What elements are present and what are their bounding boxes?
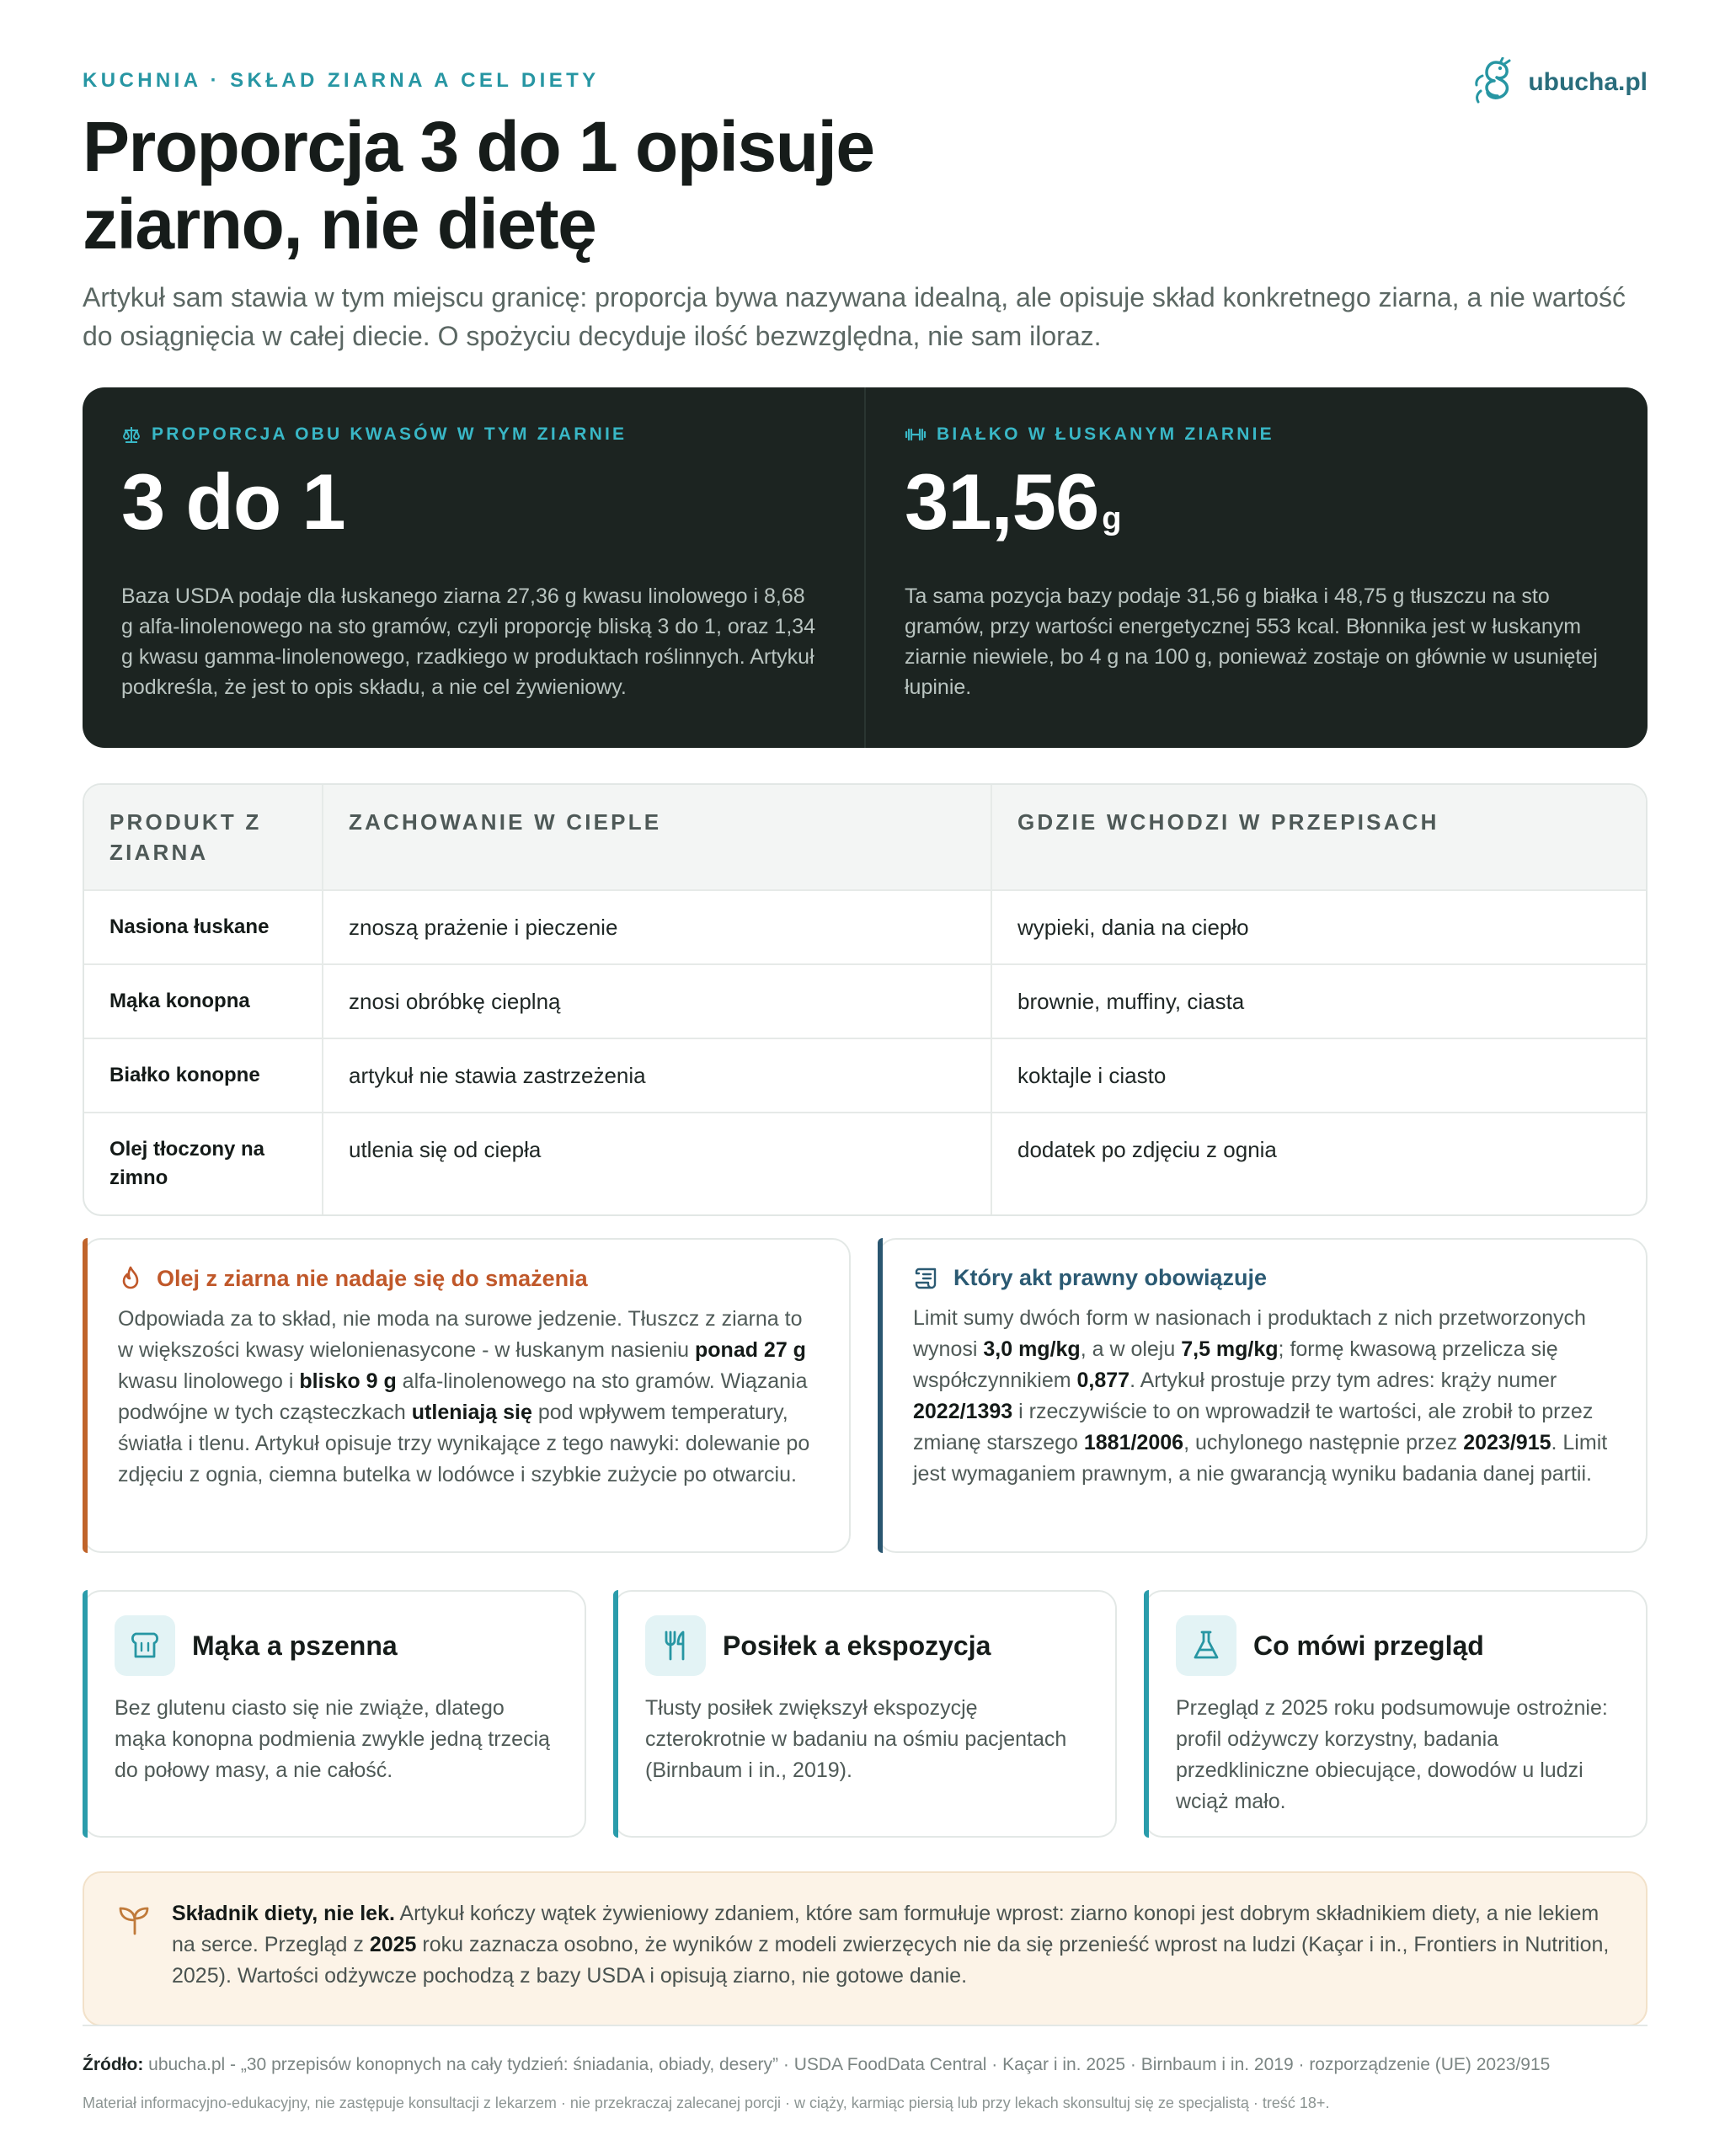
stat-ratio-value: 3 do 1 — [121, 457, 345, 546]
stat-protein — [864, 387, 1648, 748]
source-line: Źródło: ubucha.pl ‑ „30 przepisów konopnych na cały tydzień: śniadania, obiady, desery” · USDA FoodData Central · Kaçar i in. 2025 · Birnbaum i in. 2019 · rozporządzenie (UE) 2023/915 — [83, 2055, 1551, 2074]
flask-icon — [1176, 1615, 1236, 1676]
cell-product: Mąka konopna — [84, 963, 322, 1038]
card-meal — [613, 1590, 1117, 1838]
brand-name: ubucha.pl — [1528, 68, 1648, 96]
stat-protein-label: BIAŁKO W ŁUSKANYM ZIARNIE — [905, 424, 1609, 445]
cell-heat: znoszą prażenie i pieczenie — [322, 889, 991, 963]
cell-recipes: brownie, muffiny, ciasta — [991, 963, 1646, 1038]
card-flour — [83, 1590, 586, 1838]
legal-act-note — [878, 1238, 1648, 1553]
col-header-recipes: GDZIE WCHODZI W PRZEPISACH — [991, 785, 1646, 889]
table-row — [84, 963, 1646, 1038]
cell-product: Białko konopne — [84, 1038, 322, 1112]
card-review — [1144, 1590, 1648, 1838]
card-meal-title: Posiłek a ekspozycja — [723, 1630, 991, 1661]
cell-recipes: koktajle i ciasto — [991, 1038, 1646, 1112]
sprout-icon — [116, 1902, 153, 1935]
col-header-heat: ZACHOWANIE W CIEPLE — [322, 785, 991, 889]
table-row — [84, 1112, 1646, 1214]
stat-ratio-label: PROPORCJA OBU KWASÓW W TYM ZIARNIE — [121, 424, 825, 445]
stat-ratio — [83, 387, 864, 748]
cell-recipes: wypieki, dania na ciepło — [991, 889, 1646, 963]
fork-knife-icon — [645, 1615, 706, 1676]
footer-divider — [83, 2025, 1648, 2026]
table-row — [84, 889, 1646, 963]
flame-icon — [118, 1265, 143, 1292]
card-meal-text: Tłusty posiłek zwiększył ekspozycję czterokrotnie w badaniu na ośmiu pacjentach (Birnbaum i in., 2019). — [645, 1696, 1067, 1782]
diet-callout — [83, 1871, 1648, 2026]
card-review-title: Co mówi przegląd — [1253, 1630, 1484, 1661]
cell-heat: znosi obróbkę cieplną — [322, 963, 991, 1038]
stats-panel — [83, 387, 1648, 748]
lead-paragraph: Artykuł sam stawia w tym miejscu granicę: proporcja bywa nazywana idealną, ale opisuje skład konkretnego ziarna, a nie wartość do osiągnięcia w całej diecie. O spożyciu decyduje ilość bezwzględna, nie sam iloraz. — [83, 282, 1626, 351]
stat-ratio-text: Baza USDA podaje dla łuskanego ziarna 27,36 g kwasu linolowego i 8,68 g alfa‑linolenowego na sto gramów, czyli proporcję bliską 3 do 1, oraz 1,34 g kwasu gamma‑linolenowego, rzadkiego w produktach roślinnych. Artykuł podkreśla, że jest to opis składu, a nie cel żywieniowy. — [121, 584, 816, 699]
cell-recipes: dodatek po zdjęciu z ognia — [991, 1112, 1646, 1214]
section-kicker: KUCHNIA · SKŁAD ZIARNA A CEL DIETY — [83, 69, 600, 92]
stat-protein-text: Ta sama pozycja bazy podaje 31,56 g białka i 48,75 g tłuszczu na sto gramów, przy wartości energetycznej 553 kcal. Błonnika jest w łuskanym ziarnie niewiele, bo 4 g na 100 g, ponieważ zostaje on głównie w usuniętej łupinie. — [905, 584, 1598, 699]
card-flour-title: Mąka a pszenna — [192, 1630, 398, 1661]
oil-warning-text: Odpowiada za to skład, nie moda na surowe jedzenie. Tłuszcz z ziarna to w większości kwasy wielonienasycone ‑ w łuskanym nasieniu ponad 27 g kwasu linolowego i blisko 9 g alfa‑linolenowego na sto gramów. Wiązania podwójne w tych cząsteczkach utleniają się pod wpływem temperatury, światła i tlenu. Artykuł opisuje trzy wynikające z tego nawyki: dolewanie po zdjęciu z ognia, ciemna butelka w lodówce i szybkie zużycie po otwarciu. — [118, 1307, 810, 1486]
oil-warning-note — [83, 1238, 851, 1553]
disclaimer: Materiał informacyjno‑edukacyjny, nie zastępuje konsultacji z lekarzem · nie przekraczaj zalecanej porcji · w ciąży, karmiąc piersią lub przy lekach skonsultuj się ze specjalistą · treść 18+. — [83, 2095, 1330, 2111]
scroll-icon — [913, 1266, 940, 1291]
stat-protein-value: 31,56 g — [905, 457, 1121, 546]
products-table — [83, 783, 1648, 1216]
dragon-logo-icon — [1471, 57, 1516, 108]
card-review-text: Przegląd z 2025 roku podsumowuje ostrożnie: profil odżywczy korzystny, badania przedkliniczne obiecujące, dowodów u ludzi wciąż mało. — [1176, 1696, 1608, 1813]
brand[interactable] — [1471, 57, 1648, 108]
oil-warning-heading: Olej z ziarna nie nadaje się do smażenia — [118, 1265, 815, 1292]
diet-callout-text: Składnik diety, nie lek. Artykuł kończy wątek żywieniowy zdaniem, które sam formułuje wprost: ziarno konopi jest dobrym składnikiem diety, a nie lekiem na serce. Przegląd z 2025 roku zaznacza osobno, że wyników z modeli zwierzęcych nie da się przenieść wprost na ludzi (Kaçar i in., Frontiers in Nutrition, 2025). Wartości odżywcze pochodzą z bazy USDA i opisują ziarno, nie gotowe danie. — [172, 1902, 1610, 1988]
col-header-product: PRODUKT Z ZIARNA — [84, 785, 322, 889]
legal-act-text: Limit sumy dwóch form w nasionach i produktach z nich przetworzonych wynosi 3,0 mg/kg, a w oleju 7,5 mg/kg; formę kwasową przelicza się współczynnikiem 0,877. Artykuł prostuje przy tym adres: krąży numer 2022/1393 i rzeczywiście to on wprowadził te wartości, ale zrobił to przez zmianę starszego 1881/2006, uchylonego następnie przez 2023/915. Limit jest wymaganiem prawnym, a nie gwarancją wyniku badania danej partii. — [913, 1306, 1608, 1486]
cell-product: Nasiona łuskane — [84, 889, 322, 963]
cell-heat: utlenia się od ciepła — [322, 1112, 991, 1214]
cell-heat: artykuł nie stawia zastrzeżenia — [322, 1038, 991, 1112]
scale-icon — [121, 424, 142, 445]
legal-act-heading: Który akt prawny obowiązuje — [913, 1265, 1612, 1291]
loaf-icon — [115, 1615, 175, 1676]
table-row — [84, 1038, 1646, 1112]
cell-product: Olej tłoczony na zimno — [84, 1112, 322, 1214]
dumbbell-icon — [905, 424, 927, 445]
table-header-row — [84, 785, 1646, 889]
page-title: Proporcja 3 do 1 opisuje ziarno, nie dietę — [83, 107, 874, 264]
card-flour-text: Bez glutenu ciasto się nie zwiąże, dlatego mąka konopna podmienia zwykle jedną trzecią do połowy masy, a nie całość. — [115, 1696, 550, 1782]
